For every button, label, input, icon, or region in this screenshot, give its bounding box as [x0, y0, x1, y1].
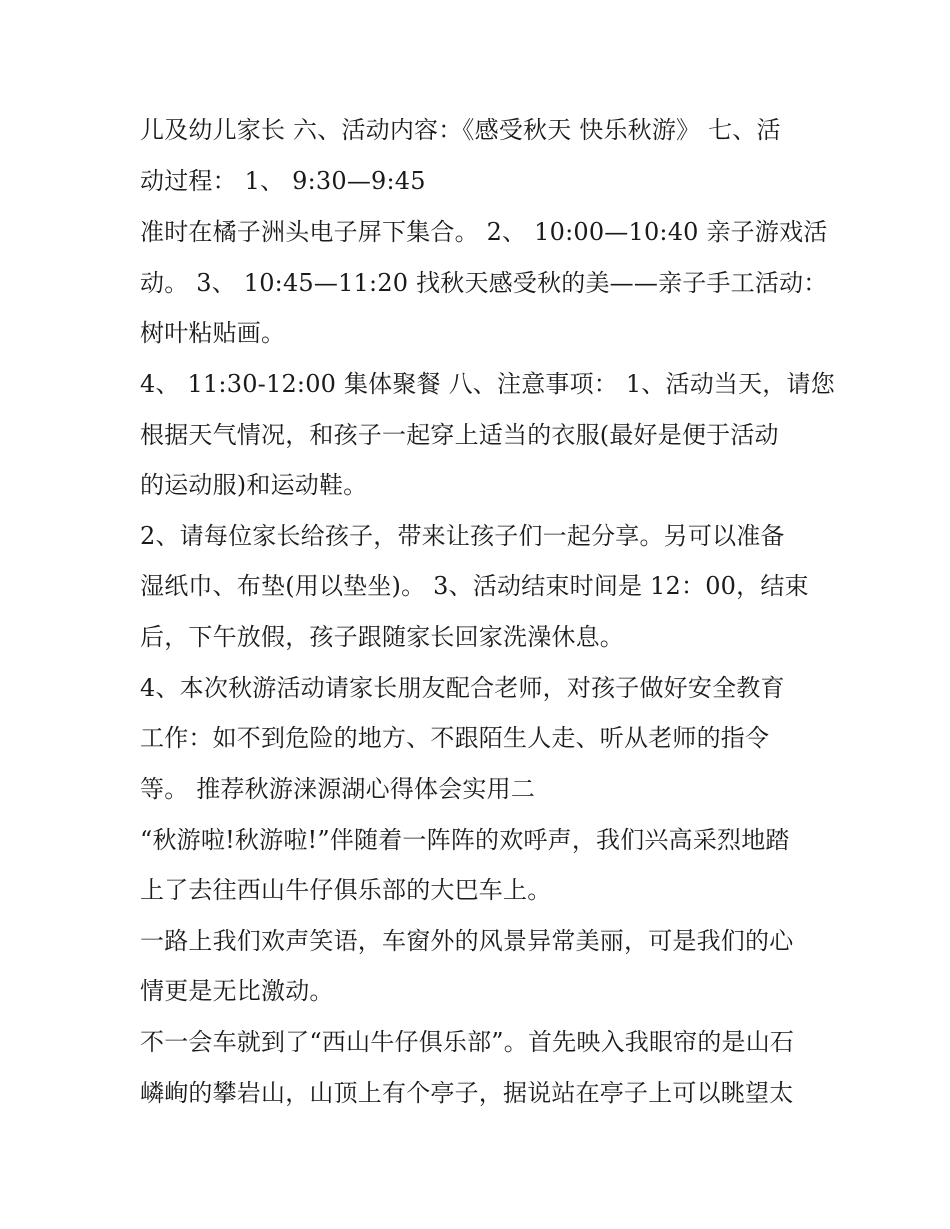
text-line: 4、本次秋游活动请家长朋友配合老师，对孩子做好安全教育 — [140, 674, 785, 702]
text-line: 一路上我们欢声笑语，车窗外的风景异常美丽，可是我们的心 — [140, 927, 794, 955]
text-line: 等。 推荐秋游涞源湖心得体会实用二 — [140, 775, 536, 803]
text-line: 的运动服)和运动鞋。 — [140, 471, 368, 499]
text-line: 4、 11:30-12:00 集体聚餐 八、注意事项： 1、活动当天，请您 — [140, 370, 835, 398]
text-line: 嶙峋的攀岩山，山顶上有个亭子，据说站在亭子上可以眺望太 — [140, 1079, 794, 1107]
text-line: 不一会车就到了“西山牛仔俱乐部”。首先映入我眼帘的是山石 — [140, 1028, 795, 1056]
text-line: 准时在橘子洲头电子屏下集合。 2、 10:00—10:40 亲子游戏活 — [140, 218, 828, 246]
text-line: 2、请每位家长给孩子，带来让孩子们一起分享。另可以准备 — [140, 522, 785, 550]
text-line: 上了去往西山牛仔俱乐部的大巴车上。 — [140, 876, 552, 904]
text-line: 湿纸巾、布垫(用以垫坐)。 3、活动结束时间是 12：00，结束 — [140, 572, 809, 600]
text-line: 根据天气情况，和孩子一起穿上适当的衣服(最好是便于活动 — [140, 421, 779, 449]
text-line: 动过程： 1、 9:30—9:45 — [140, 167, 426, 195]
text-line: 工作：如不到危险的地方、不跟陌生人走、听从老师的指令 — [140, 724, 770, 752]
text-line: 树叶粘贴画。 — [140, 319, 286, 347]
text-line: 情更是无比激动。 — [140, 977, 334, 1005]
text-line: 儿及幼儿家长 六、活动内容：《感受秋天 快乐秋游》 七、活 — [140, 116, 781, 144]
text-line: 后，下午放假，孩子跟随家长回家洗澡休息。 — [140, 623, 624, 651]
text-line: 动。 3、 10:45—11:20 找秋天感受秋的美——亲子手工活动： — [140, 269, 828, 297]
text-line: “秋游啦!秋游啦!”伴随着一阵阵的欢呼声，我们兴高采烈地踏 — [140, 826, 790, 854]
